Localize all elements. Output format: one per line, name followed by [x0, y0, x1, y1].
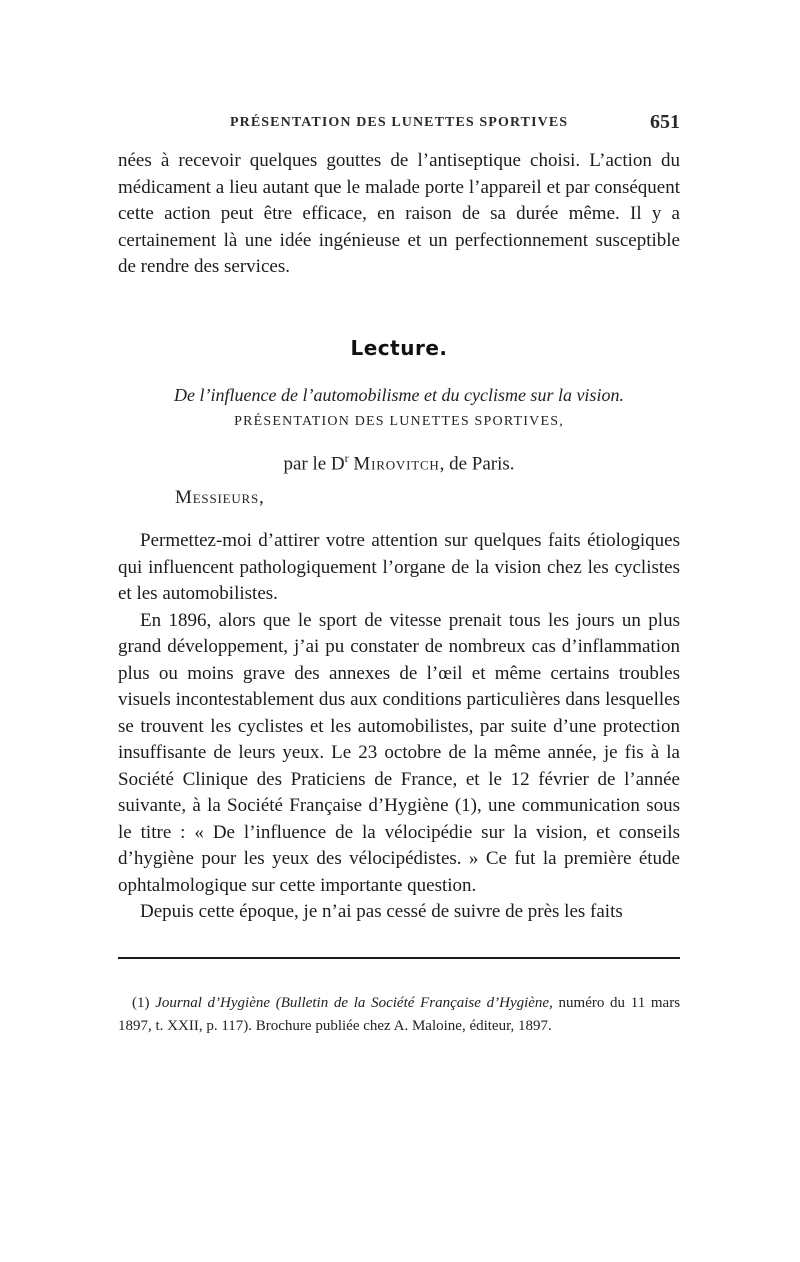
footnote-rest: numéro du 11 mars 1897, t. XXII, p. 117). Brochure publiée chez A. Maloine, éditeur, 1897. — [118, 995, 681, 1034]
author-title-sup: r — [344, 451, 349, 465]
author-suffix: , de Paris. — [439, 453, 515, 475]
article-title: De l’influence de l’automobilisme et du cyclisme sur la vision. — [174, 385, 624, 405]
body-paragraph-1: Permettez-moi d’attirer votre attention sur quelques faits étiologiques qui influencent pathologiquement l’organe de la vision chez les cyclistes et les automobilistes. — [118, 530, 680, 604]
running-title: PRÉSENTATION DES LUNETTES SPORTIVES — [230, 115, 569, 130]
salutation: Messieurs, — [175, 487, 265, 508]
footnote-divider — [118, 957, 680, 959]
footnote-marker: (1) — [132, 995, 150, 1011]
author-prefix: par le D — [283, 453, 345, 475]
body-paragraph-3: Depuis cette époque, je n’ai pas cessé de suivre de près les faits — [140, 901, 623, 922]
footnote — [118, 992, 680, 1038]
running-header — [118, 113, 680, 139]
footnote-journal: Journal d’Hygiène — [155, 995, 271, 1011]
continuation-paragraph — [118, 148, 680, 281]
footnote-bulletin: (Bulletin de la Société Française d’Hygiène, — [275, 995, 553, 1011]
section-heading: Lecture. — [350, 336, 448, 360]
page-number: 651 — [650, 111, 680, 133]
article-subtitle: PRÉSENTATION DES LUNETTES SPORTIVES, — [234, 414, 564, 429]
paragraph-text: nées à recevoir quelques gouttes de l’antiseptique choisi. L’action du médicament a lieu autant que le malade porte l’appareil et par conséquent cette action peut être efficace, en raison de sa durée même. Il y a certainement là une idée ingénieuse et un perfectionnement susceptible de rendre des services. — [118, 150, 680, 277]
author-name: Mirovitch — [353, 453, 440, 475]
body-paragraph-2: En 1896, alors que le sport de vitesse prenait tous les jours un plus grand développement, j’ai pu constater de nombreux cas d’inflammation plus ou moins grave des annexes de l’œil et même certains troubles visuels incontestablement dus aux conditions particulières dans lesquelles se trouvent les cyclistes et les automobilistes, par suite d’une protection insuffisante de leurs yeux. Le 23 octobre de la même année, je fis à la Société Clinique des Praticiens de France, et le 12 février de l’année suivante, à la Société Française d’Hygiène (1), une communication sous le titre : « De l’influence de la vélocipédie sur la vision, et conseils d’hygiène pour les yeux des vélocipédistes. » Ce fut la première étude ophtalmologique sur cette importante question. — [118, 609, 680, 896]
author-line — [118, 451, 680, 475]
body-text — [118, 528, 680, 926]
